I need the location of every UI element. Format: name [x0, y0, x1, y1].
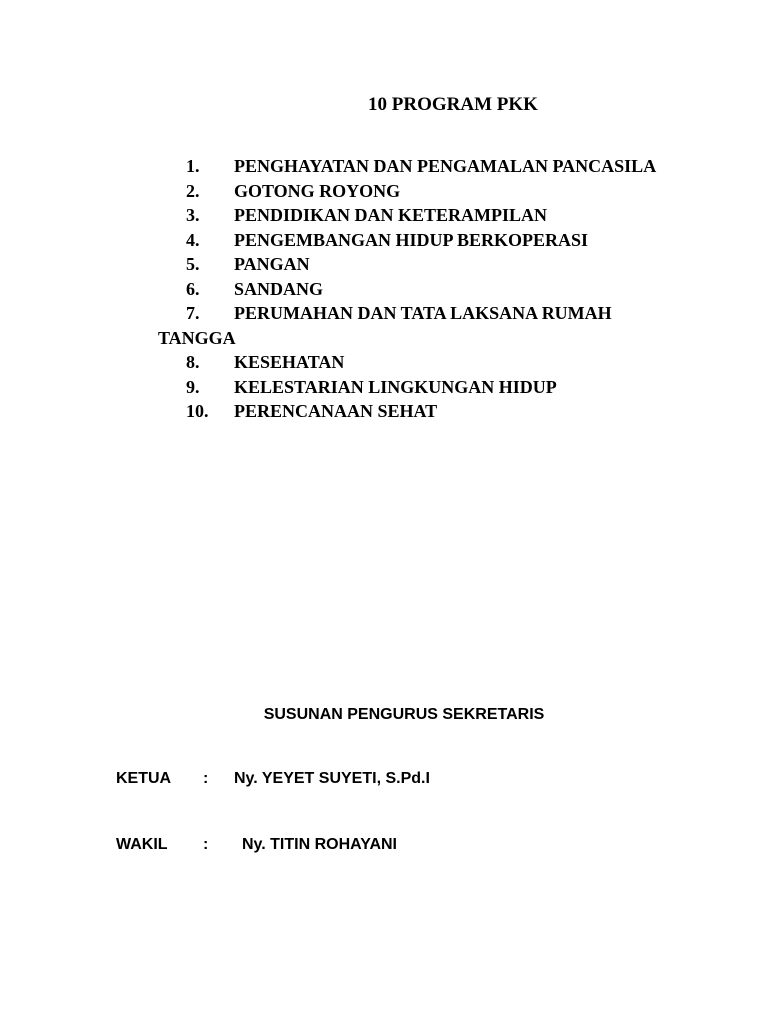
- list-item-label: KELESTARIAN LINGKUNGAN HIDUP: [234, 376, 557, 397]
- officer-name: Ny. YEYET SUYETI, S.Pd.I: [234, 770, 430, 787]
- document-title: 10 PROGRAM PKK: [368, 94, 538, 115]
- officer-name: Ny. TITIN ROHAYANI: [242, 836, 397, 853]
- list-item: [0, 375, 768, 400]
- list-item: [0, 228, 768, 253]
- list-item-number: 6.: [186, 278, 200, 299]
- list-item-number: 3.: [186, 205, 200, 225]
- officer-row-wakil: [0, 834, 768, 858]
- section-heading: SUSUNAN PENGURUS SEKRETARIS: [263, 706, 545, 723]
- list-item: [0, 399, 768, 424]
- list-item-number: 5.: [186, 254, 200, 274]
- list-item: [0, 350, 768, 375]
- list-item: [0, 179, 768, 204]
- list-item-label: GOTONG ROYONG: [234, 180, 401, 201]
- list-item: [0, 252, 768, 277]
- list-item-number: 4.: [186, 229, 200, 250]
- list-item-label-wrapped: [158, 301, 674, 350]
- list-item: [0, 154, 768, 179]
- list-item-label: SANDANG: [234, 278, 324, 299]
- list-item-number: 2.: [186, 180, 200, 201]
- officer-role: WAKIL: [116, 836, 168, 853]
- program-list: [0, 154, 768, 424]
- list-item-label: PANGAN: [234, 254, 310, 274]
- list-item-label-continued: TANGGA: [158, 327, 236, 348]
- list-item-label: PENDIDIKAN DAN KETERAMPILAN: [234, 205, 548, 225]
- list-item-number: 7.: [186, 303, 200, 323]
- officer-role: KETUA: [116, 770, 172, 787]
- list-item: [0, 301, 768, 350]
- list-item-number: 10.: [186, 401, 209, 421]
- officer-separator: :: [203, 836, 209, 853]
- officer-separator: :: [203, 770, 209, 787]
- list-item: [0, 277, 768, 302]
- list-item-number: 8.: [186, 352, 200, 372]
- list-item-label: PENGHAYATAN DAN PENGAMALAN PANCASILA: [234, 156, 657, 176]
- list-item-label: PERUMAHAN DAN TATA LAKSANA RUMAH: [234, 303, 612, 323]
- list-item: [0, 203, 768, 228]
- list-item-label: PENGEMBANGAN HIDUP BERKOPERASI: [234, 229, 589, 250]
- list-item-label: KESEHATAN: [234, 352, 345, 372]
- list-item-number: 9.: [186, 376, 200, 397]
- list-item-label: PERENCANAAN SEHAT: [234, 401, 438, 421]
- list-item-number: 1.: [186, 156, 200, 176]
- officer-row-ketua: [0, 768, 768, 792]
